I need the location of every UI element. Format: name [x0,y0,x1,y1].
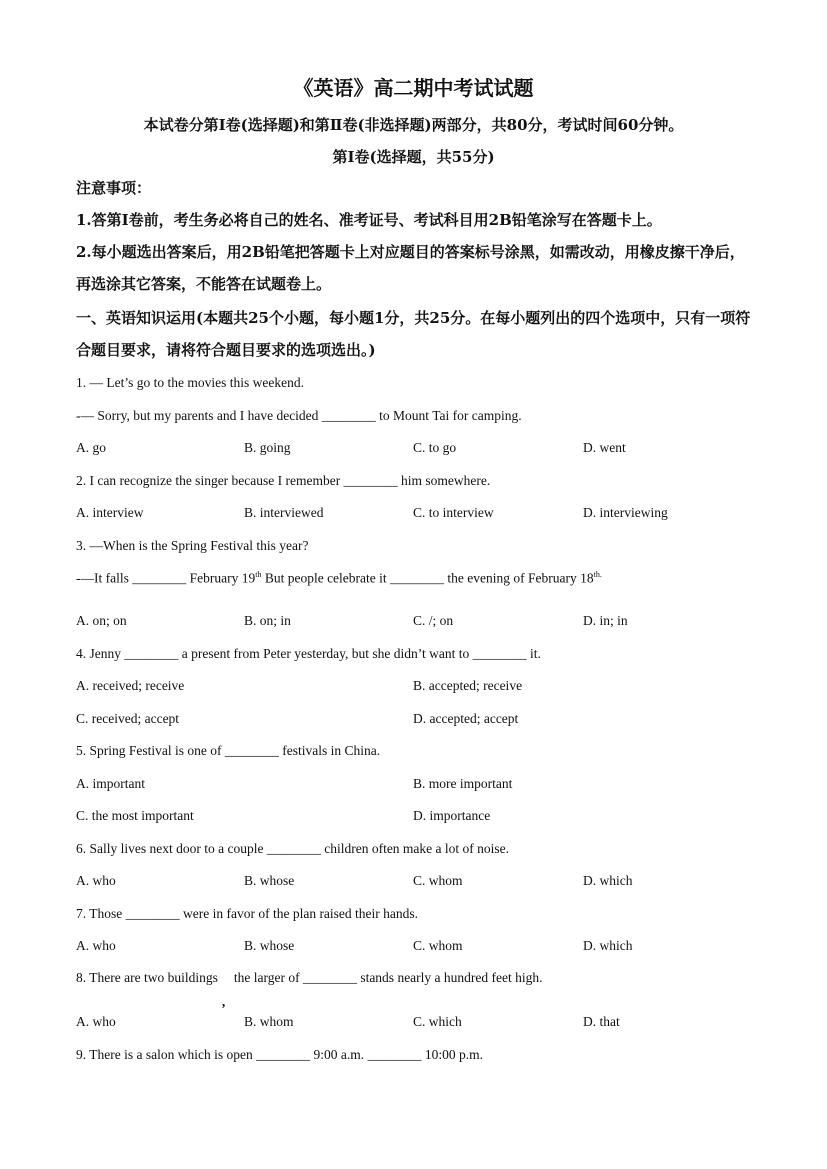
q1-option-d: D. went [583,440,626,455]
q7-option-c: C. whom [413,938,463,953]
question-7-line-1: 7. Those ________ were in favor of the plan raised their hands. [76,906,419,921]
q5-option-c: C. the most important [76,808,194,823]
q2-option-d: D. interviewing [583,505,668,520]
note-item-2: 2.每小题选出答案后，用2B铅笔把答题卡上对应题目的答案标号涂黑，如需改动，用橡皮擦干净后，再选涂其它答案，不能答在试题卷上。 [76,243,745,293]
q1-option-b: B. going [244,440,291,455]
q8-option-b: B. whom [244,1014,294,1029]
q4-option-d: D. accepted; accept [413,711,519,726]
q2-option-b: B. interviewed [244,505,324,520]
q8-line1-part-a: 8. There are two buildings [76,970,218,985]
question-3-line-2 [76,570,602,587]
question-3-line-1: 3. —When is the Spring Festival this year? [76,538,309,553]
q3-option-d: D. in; in [583,613,628,628]
q1-option-a: A. go [76,440,106,455]
q3-option-b: B. on; in [244,613,291,628]
q5-option-b: B. more important [413,776,513,791]
q3-option-a: A. on; on [76,613,127,628]
part-one-heading: 第Ⅰ卷(选择题，共55分) [332,148,495,166]
question-5-line-1: 5. Spring Festival is one of ________ festivals in China. [76,743,381,758]
exam-intro: 本试卷分第Ⅰ卷(选择题)和第Ⅱ卷(非选择题)两部分，共80分，考试时间60分钟。 [143,116,684,134]
q6-option-a: A. who [76,873,116,888]
q2-option-a: A. interview [76,505,144,520]
q3-line2-part-a: -—It falls ________ February 19 [76,570,256,586]
q5-option-d: D. importance [413,808,491,823]
q8-option-c: C. which [413,1014,462,1029]
q3-superscript-1: th [255,570,262,579]
q7-option-d: D. which [583,938,633,953]
q3-superscript-2: th. [593,570,602,579]
q8-line1-part-b: the larger of ________ stands nearly a hundred feet high. [233,970,543,985]
q3-line2-part-b: But people celebrate it ________ the evening of February 18 [261,570,594,586]
note-item-1: 1.答第Ⅰ卷前，考生务必将自己的姓名、准考证号、考试科目用2B铅笔涂写在答题卡上。 [76,211,662,229]
q3-option-c: C. /; on [413,613,454,628]
question-2-line-1: 2. I can recognize the singer because I remember ________ him somewhere. [76,473,491,488]
q7-option-a: A. who [76,938,116,953]
question-6-line-1: 6. Sally lives next door to a couple ________ children often make a lot of noise. [76,841,510,856]
q8-option-d: D. that [583,1014,620,1029]
q8-option-a: A. who [76,1014,116,1029]
notes-title: 注意事项： [76,179,152,197]
question-4-line-1: 4. Jenny ________ a present from Peter yesterday, but she didn’t want to ________ it. [76,646,541,661]
section-one-instructions: 一、英语知识运用(本题共25个小题，每小题1分，共25分。在每小题列出的四个选项中，只有一项符合题目要求，请将符合题目要求的选项选出。) [76,309,751,359]
question-9-line-1: 9. There is a salon which is open ________ 9:00 a.m. ________ 10:00 p.m. [76,1047,483,1062]
q6-option-b: B. whose [244,873,295,888]
q6-option-c: C. whom [413,873,463,888]
question-1-line-1: 1. — Let’s go to the movies this weekend. [76,375,304,390]
q1-option-c: C. to go [413,440,457,455]
q5-option-a: A. important [76,776,145,791]
q4-option-b: B. accepted; receive [413,678,523,693]
q4-option-c: C. received; accept [76,711,180,726]
q6-option-d: D. which [583,873,633,888]
q7-option-b: B. whose [244,938,295,953]
question-1-line-2: -— Sorry, but my parents and I have decided ________ to Mount Tai for camping. [76,408,522,423]
q4-option-a: A. received; receive [76,678,185,693]
exam-title: 《英语》高二期中考试试题 [293,76,534,100]
q2-option-c: C. to interview [413,505,494,520]
question-8-line-1: 8. There are two buildings , the larger of ________ stands nearly a hundred feet high. [76,970,543,1009]
